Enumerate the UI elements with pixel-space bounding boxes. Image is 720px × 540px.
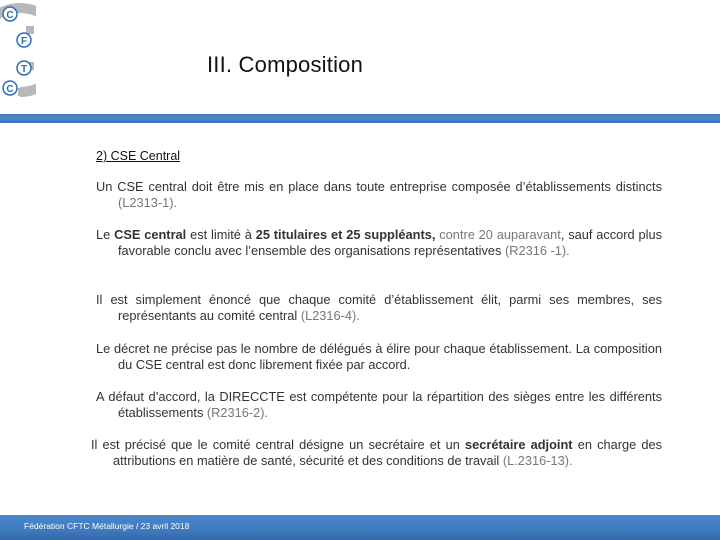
logo-letter-c1: C <box>6 10 14 21</box>
paragraph-4-text: Le décret ne précise pas le nombre de délégués à élire pour chaque établissement. La composition du CSE central est donc librement fixée par accord. <box>96 341 662 372</box>
logo-letter-t: T <box>20 64 28 75</box>
paragraph-6-text-2: en charge des attributions en matière de santé, sécurité et des conditions de travail <box>113 437 662 468</box>
paragraph-6 <box>91 437 662 469</box>
paragraph-3-text: Il est simplement énoncé que chaque comité d’établissement élit, parmi ses membres, ses représentants au comité central <box>96 292 662 323</box>
paragraph-2-ref: (R2316 -1). <box>504 243 570 258</box>
paragraph-3-ref: (L2316-4). <box>300 308 360 323</box>
paragraph-1 <box>96 179 662 211</box>
cftc-logo <box>0 0 36 100</box>
paragraph-6-text-1: Il est précisé que le comité central désigne un secrétaire et un <box>91 437 465 452</box>
paragraph-1-text: Un CSE central doit être mis en place dans toute entreprise composée d’établissements distincts <box>96 179 662 194</box>
paragraph-5-ref: (R2316-2). <box>206 405 269 420</box>
paragraph-5 <box>96 389 662 421</box>
slide-title: III. Composition <box>207 52 364 77</box>
paragraph-4 <box>96 341 662 373</box>
paragraph-6-bold-1: secrétaire adjoint <box>465 437 573 452</box>
paragraph-2-bold-2: 25 titulaires et 25 suppléants, <box>255 227 436 242</box>
paragraph-2-text-2: est limité à <box>186 227 256 242</box>
header-divider-bar <box>0 114 720 123</box>
paragraph-6-ref: (L.2316-13). <box>502 453 573 468</box>
paragraph-2-grey: contre 20 auparavant <box>435 227 561 242</box>
paragraph-2-text-3: , sauf accord plus favorable conclu avec l’ensemble des organisations représentatives <box>118 227 662 258</box>
footer-text: Fédération CFTC Métallurgie / 23 avril 2018 <box>24 521 190 531</box>
logo-letter-f: F <box>20 36 28 47</box>
logo-letter-c2: C <box>6 84 14 95</box>
section-heading: 2) CSE Central <box>96 149 181 163</box>
paragraph-1-ref: (L2313-1). <box>118 195 178 210</box>
paragraph-2-text-1: Le <box>96 227 115 242</box>
paragraph-2 <box>96 227 662 259</box>
paragraph-2-bold-1: CSE central <box>114 227 187 242</box>
paragraph-5-text: A défaut d’accord, la DIRECCTE est compétente pour la répartition des sièges entre les différents établissements <box>96 389 662 420</box>
paragraph-3 <box>96 292 662 324</box>
